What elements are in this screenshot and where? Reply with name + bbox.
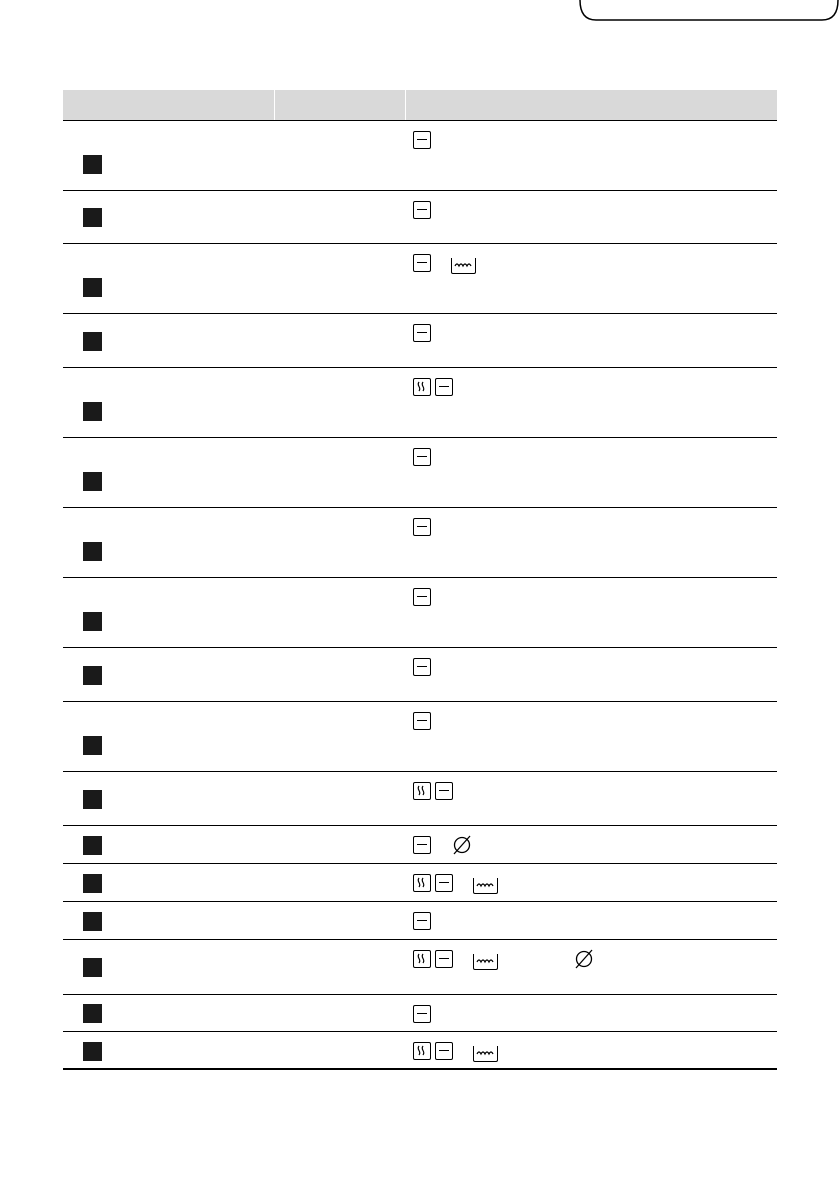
oven-bottom-heat-icon xyxy=(413,1005,431,1023)
row-marker-square xyxy=(83,472,102,491)
oven-bottom-heat-icon xyxy=(413,518,431,536)
grill-heat-icon xyxy=(413,378,431,396)
water-tray-icon xyxy=(473,954,498,970)
empty-set-icon xyxy=(451,834,473,856)
oven-bottom-heat-icon xyxy=(435,378,453,396)
oven-bottom-heat-icon xyxy=(435,1042,453,1060)
row-marker-square xyxy=(83,208,102,227)
oven-bottom-heat-icon xyxy=(413,324,431,342)
water-tray-icon xyxy=(473,1046,498,1062)
row-marker-square xyxy=(83,155,102,174)
row-marker-square xyxy=(83,402,102,421)
row-marker-square xyxy=(83,1042,102,1061)
table-row xyxy=(63,1032,777,1070)
page-corner-mark xyxy=(0,0,839,36)
table-row xyxy=(63,121,777,191)
row-marker-square xyxy=(83,836,102,855)
row-marker-square xyxy=(83,666,102,685)
oven-bottom-heat-icon xyxy=(413,201,431,219)
table-row xyxy=(63,648,777,702)
table-row xyxy=(63,995,777,1032)
grill-heat-icon xyxy=(413,874,431,892)
oven-bottom-heat-icon xyxy=(413,254,431,272)
water-tray-icon xyxy=(473,878,498,894)
table-row xyxy=(63,902,777,940)
table-row xyxy=(63,438,777,508)
table-header xyxy=(63,90,777,121)
row-marker-square xyxy=(83,874,102,893)
row-marker-square xyxy=(83,912,102,931)
table-row xyxy=(63,702,777,772)
oven-bottom-heat-icon xyxy=(413,588,431,606)
row-marker-square xyxy=(83,542,102,561)
oven-bottom-heat-icon xyxy=(413,658,431,676)
row-marker-square xyxy=(83,958,102,977)
oven-bottom-heat-icon xyxy=(435,950,453,968)
grill-heat-icon xyxy=(413,782,431,800)
oven-bottom-heat-icon xyxy=(413,448,431,466)
oven-bottom-heat-icon xyxy=(413,836,431,854)
row-marker-square xyxy=(83,278,102,297)
oven-bottom-heat-icon xyxy=(435,874,453,892)
table-body xyxy=(63,121,777,1070)
row-marker-square xyxy=(83,612,102,631)
table-row xyxy=(63,244,777,314)
row-marker-square xyxy=(83,790,102,809)
grill-heat-icon xyxy=(413,1042,431,1060)
table-row xyxy=(63,368,777,438)
oven-bottom-heat-icon xyxy=(413,131,431,149)
oven-bottom-heat-icon xyxy=(413,912,431,930)
table-row xyxy=(63,940,777,995)
row-marker-square xyxy=(83,332,102,351)
oven-bottom-heat-icon xyxy=(413,712,431,730)
table-row xyxy=(63,314,777,368)
table-row xyxy=(63,191,777,244)
table-row xyxy=(63,864,777,902)
row-marker-square xyxy=(83,736,102,755)
empty-set-icon xyxy=(573,948,595,970)
program-table xyxy=(63,90,777,1070)
table-row xyxy=(63,508,777,578)
grill-heat-icon xyxy=(413,950,431,968)
water-tray-icon xyxy=(451,258,476,274)
oven-bottom-heat-icon xyxy=(435,782,453,800)
table-row xyxy=(63,772,777,826)
table-row xyxy=(63,826,777,864)
table-row xyxy=(63,578,777,648)
row-marker-square xyxy=(83,1004,102,1023)
